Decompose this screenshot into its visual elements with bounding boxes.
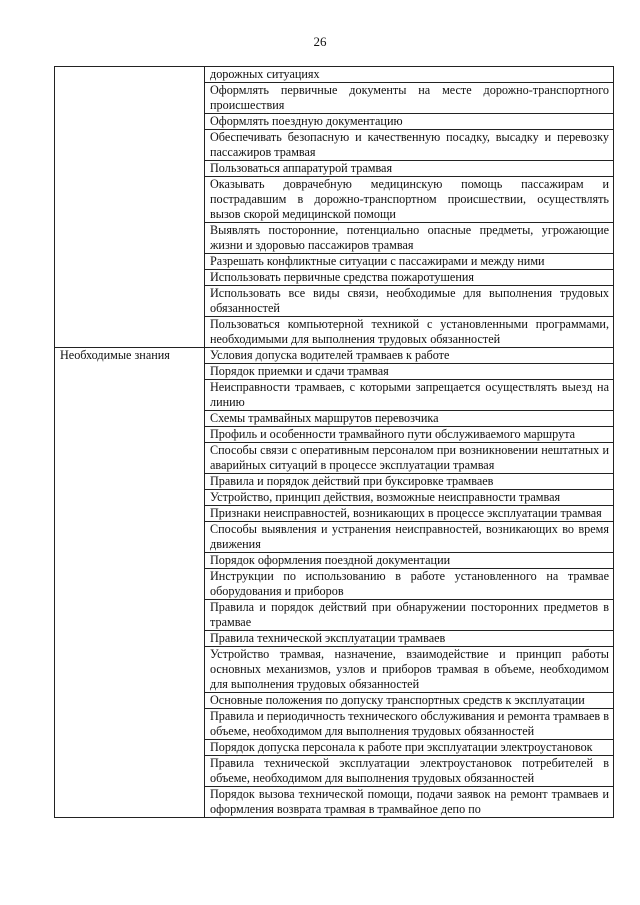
table-row	[55, 67, 614, 83]
requirement-item: Неисправности трамваев, с которыми запрещается осуществлять выезд на линию	[205, 380, 614, 411]
requirement-item: Способы выявления и устранения неисправностей, возникающих во время движения	[205, 522, 614, 553]
requirement-item: Признаки неисправностей, возникающих в процессе эксплуатации трамвая	[205, 506, 614, 522]
requirements-table	[54, 66, 614, 818]
requirement-item: Устройство, принцип действия, возможные неисправности трамвая	[205, 490, 614, 506]
requirement-item: Порядок вызова технической помощи, подачи заявок на ремонт трамваев и оформления возврата трамвая в трамвайное депо по	[205, 787, 614, 818]
requirement-item: Профиль и особенности трамвайного пути обслуживаемого маршрута	[205, 427, 614, 443]
requirements-table-body	[55, 67, 614, 818]
requirement-item: Обеспечивать безопасную и качественную посадку, высадку и перевозку пассажиров трамвая	[205, 130, 614, 161]
requirement-item: Правила технической эксплуатации электроустановок потребителей в объеме, необходимом для выполнения трудовых обязанностей	[205, 756, 614, 787]
requirement-item: Выявлять посторонние, потенциально опасные предметы, угрожающие жизни и здоровью пассажиров трамвая	[205, 223, 614, 254]
section-label: Необходимые знания	[55, 348, 205, 818]
requirement-item: Условия допуска водителей трамваев к работе	[205, 348, 614, 364]
requirement-item: Правила технической эксплуатации трамваев	[205, 631, 614, 647]
requirement-item: дорожных ситуациях	[205, 67, 614, 83]
requirement-item: Основные положения по допуску транспортных средств к эксплуатации	[205, 693, 614, 709]
requirement-item: Устройство трамвая, назначение, взаимодействие и принцип работы основных механизмов, узлов и приборов трамвая в объеме, необходимом для выполнения трудовых обязанностей	[205, 647, 614, 693]
requirement-item: Оказывать доврачебную медицинскую помощь пассажирам и пострадавшим в дорожно-транспортном происшествии, осуществлять вызов скорой медицинской помощи	[205, 177, 614, 223]
requirement-item: Разрешать конфликтные ситуации с пассажирами и между ними	[205, 254, 614, 270]
requirement-item: Оформлять первичные документы на месте дорожно-транспортного происшествия	[205, 83, 614, 114]
requirement-item: Правила и порядок действий при обнаружении посторонних предметов в трамвае	[205, 600, 614, 631]
requirement-item: Пользоваться аппаратурой трамвая	[205, 161, 614, 177]
requirement-item: Порядок допуска персонала к работе при эксплуатации электроустановок	[205, 740, 614, 756]
requirement-item: Оформлять поездную документацию	[205, 114, 614, 130]
page-number: 26	[313, 34, 327, 49]
requirement-item: Схемы трамвайных маршрутов перевозчика	[205, 411, 614, 427]
table-row	[55, 348, 614, 364]
requirement-item: Порядок приемки и сдачи трамвая	[205, 364, 614, 380]
requirement-item: Правила и периодичность технического обслуживания и ремонта трамваев в объеме, необходимом для выполнения трудовых обязанностей	[205, 709, 614, 740]
requirement-item: Способы связи с оперативным персоналом при возникновении нештатных и аварийных ситуаций в процессе эксплуатации трамвая	[205, 443, 614, 474]
requirement-item: Порядок оформления поездной документации	[205, 553, 614, 569]
requirement-item: Пользоваться компьютерной техникой с установленными программами, необходимыми для выполнения трудовых обязанностей	[205, 317, 614, 348]
requirement-item: Правила и порядок действий при буксировке трамваев	[205, 474, 614, 490]
requirement-item: Использовать все виды связи, необходимые для выполнения трудовых обязанностей	[205, 286, 614, 317]
requirement-item: Использовать первичные средства пожаротушения	[205, 270, 614, 286]
section-label	[55, 67, 205, 348]
requirement-item: Инструкции по использованию в работе установленного на трамвае оборудования и приборов	[205, 569, 614, 600]
